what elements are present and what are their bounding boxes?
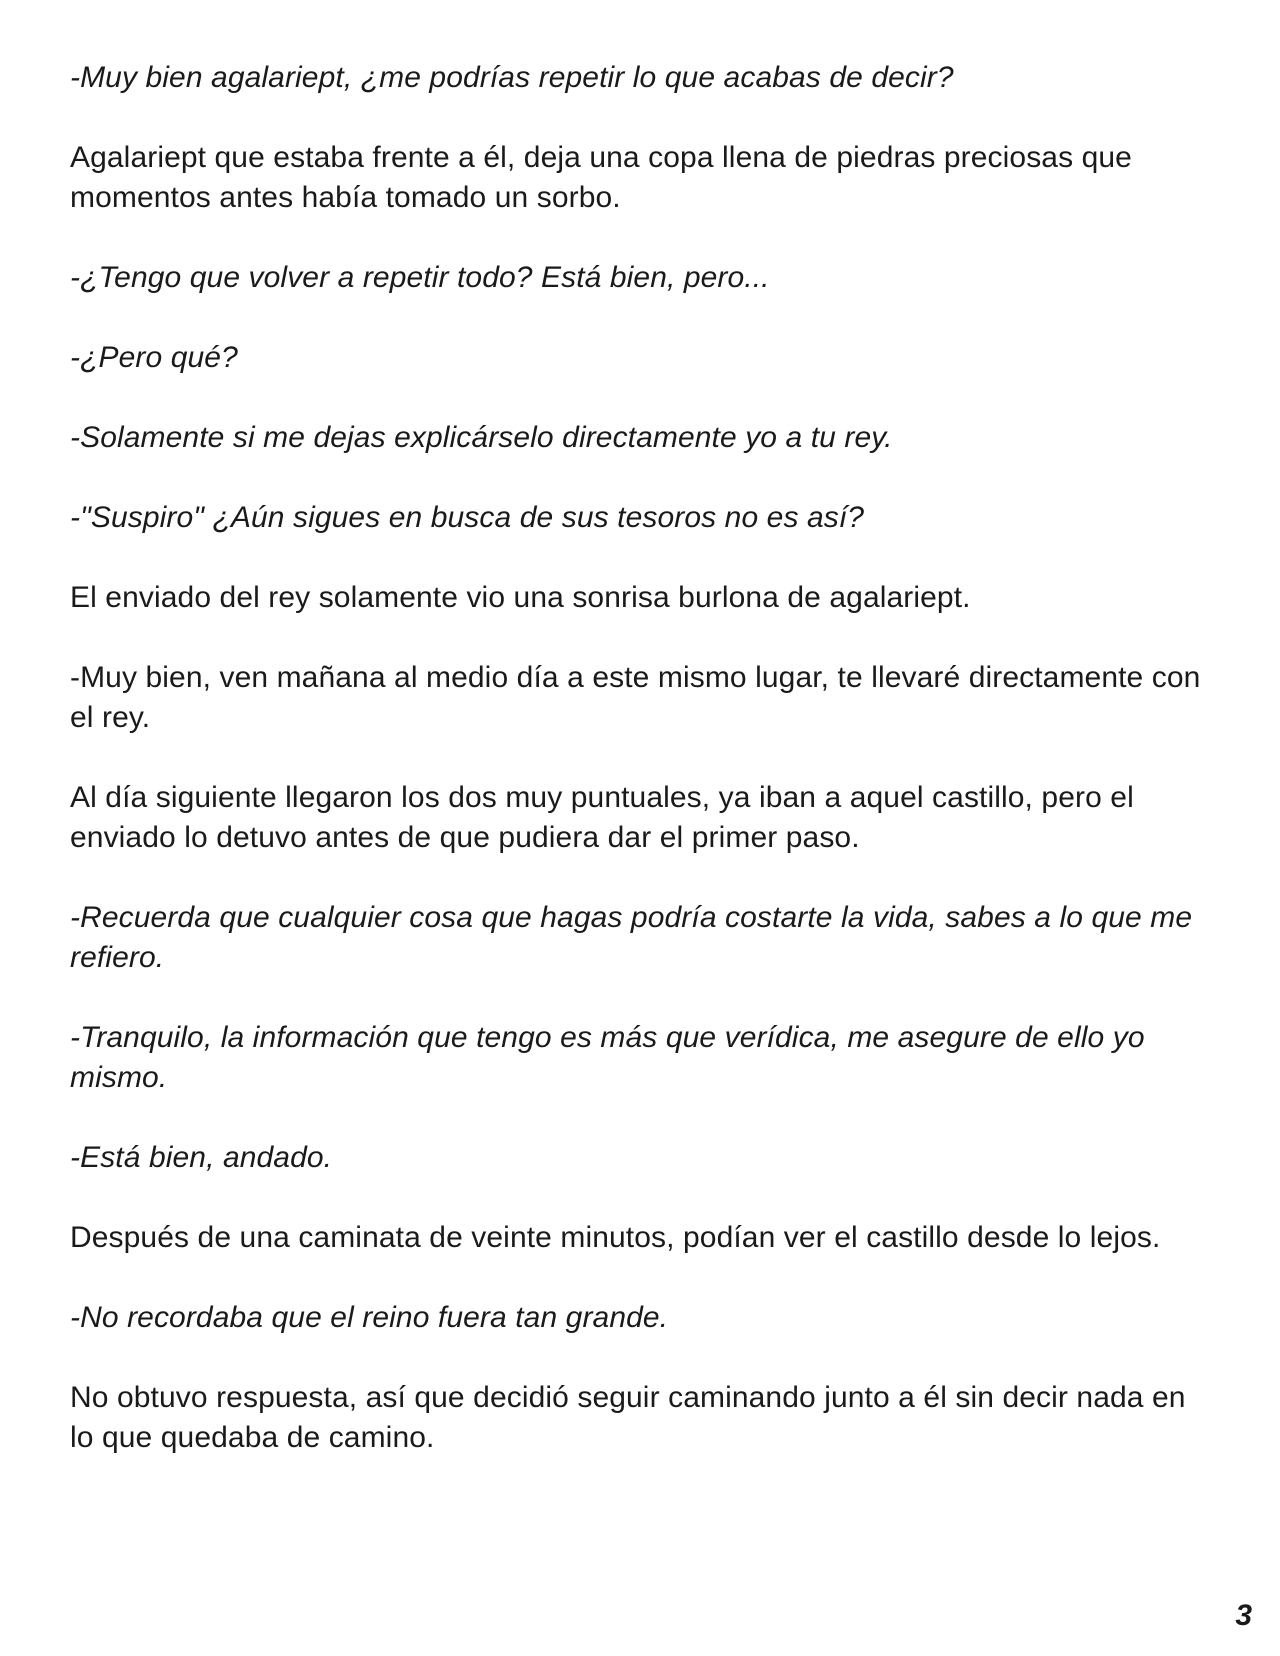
paragraph: -Muy bien agalariept, ¿me podrías repetir lo que acabas de decir? xyxy=(70,61,954,94)
paragraph: -Tranquilo, la información que tengo es más que verídica, me asegure de ello yo mismo. xyxy=(70,1021,1145,1094)
paragraph: Después de una caminata de veinte minutos, podían ver el castillo desde lo lejos. xyxy=(70,1221,1161,1254)
paragraph: El enviado del rey solamente vio una sonrisa burlona de agalariept. xyxy=(70,581,971,614)
paragraph: Agalariept que estaba frente a él, deja una copa llena de piedras preciosas que momentos antes había tomado un sorbo. xyxy=(70,141,1132,214)
paragraph: -¿Tengo que volver a repetir todo? Está bien, pero... xyxy=(70,261,770,294)
page-number: 3 xyxy=(1235,1599,1252,1632)
paragraph: -Solamente si me dejas explicárselo directamente yo a tu rey. xyxy=(70,421,893,454)
paragraph: -Está bien, andado. xyxy=(70,1141,333,1174)
paragraph: -Muy bien, ven mañana al medio día a este mismo lugar, te llevaré directamente con el rey. xyxy=(70,661,1201,734)
paragraph: -"Suspiro" ¿Aún sigues en busca de sus tesoros no es así? xyxy=(70,501,865,534)
paragraph: -¿Pero qué? xyxy=(70,341,238,374)
paragraph: -Recuerda que cualquier cosa que hagas podría costarte la vida, sabes a lo que me refiero. xyxy=(70,901,1193,974)
paragraph: Al día siguiente llegaron los dos muy puntuales, ya iban a aquel castillo, pero el enviado lo detuvo antes de que pudiera dar el primer paso. xyxy=(70,781,1134,854)
paragraph: -No recordaba que el reino fuera tan grande. xyxy=(70,1301,669,1334)
page-body xyxy=(70,58,1210,1498)
paragraph: No obtuvo respuesta, así que decidió seguir caminando junto a él sin decir nada en lo que quedaba de camino. xyxy=(70,1381,1186,1454)
